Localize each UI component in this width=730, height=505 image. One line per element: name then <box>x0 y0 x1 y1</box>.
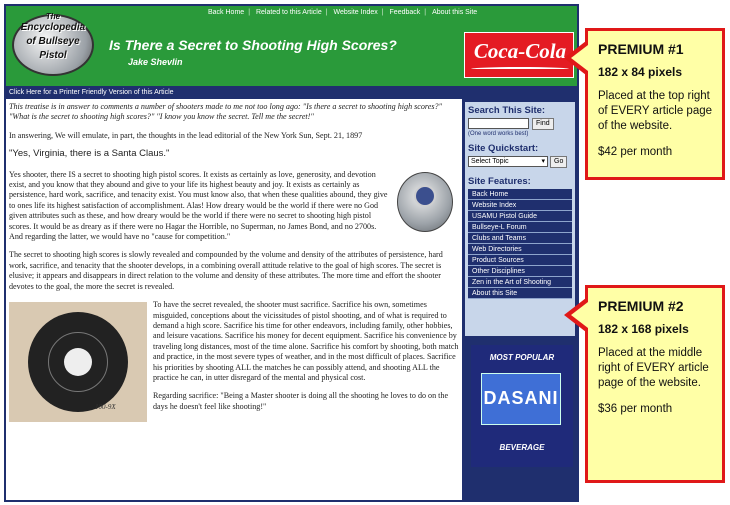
site-logo[interactable] <box>8 8 98 80</box>
features-heading: Site Features: <box>468 176 531 187</box>
callout-size: 182 x 84 pixels <box>598 65 683 79</box>
coin-image <box>397 172 453 232</box>
sidebar-panel <box>465 102 575 336</box>
premium-2-callout <box>585 285 725 483</box>
article-content <box>6 99 462 500</box>
search-input[interactable] <box>468 118 529 129</box>
callout-description: Placed at the top right of EVERY article page of the website. <box>598 90 713 132</box>
sidebar <box>463 99 577 500</box>
santa-quote: "Yes, Virginia, there is a Santa Claus." <box>9 148 170 160</box>
article-author: Jake Shevlin <box>128 57 183 67</box>
search-hint: (One word works best) <box>468 131 529 137</box>
dasani-logo <box>481 373 561 425</box>
feature-link-zen[interactable]: Zen in the Art of Shooting <box>468 277 572 288</box>
premium-1-callout <box>585 28 725 180</box>
emblem-icon <box>414 185 436 207</box>
ad-top-text: MOST POPULAR <box>489 353 555 362</box>
callout-price: $42 per month <box>598 146 673 158</box>
find-button[interactable]: Find <box>532 118 554 130</box>
bullet-hole-cluster <box>64 348 92 376</box>
dasani-ad[interactable] <box>471 345 573 467</box>
feature-link-forum[interactable]: Bullseye-L Forum <box>468 222 572 233</box>
go-button[interactable]: Go <box>550 156 567 168</box>
ad-brand-logo: Coca-Cola <box>473 39 567 63</box>
paragraph: In answering, We will emulate, in part, the thoughts in the lead editorial of the New York Sun, Sept. 21, 1897 <box>9 130 363 140</box>
nav-link-website-index[interactable]: Website Index <box>333 9 378 16</box>
callout-price: $36 per month <box>598 403 673 415</box>
feature-link-about[interactable]: About this Site <box>468 288 572 299</box>
search-heading: Search This Site: <box>468 105 546 116</box>
feature-link-usamu-guide[interactable]: USAMU Pistol Guide <box>468 211 572 222</box>
website-screenshot <box>4 4 579 502</box>
intro-paragraph: This treatise is in answer to comments a number of shooters made to me not too long ago: "Is there a secret to shooting high scores?" "What is the secret to shooting high scores?" "I know you know the secret. Tell me the secret!" <box>9 102 442 122</box>
callout-title: PREMIUM #2 <box>598 298 684 314</box>
top-navigation: Back Home | Related to this Article | Website Index | Feedback | About this Site <box>208 9 478 16</box>
topic-select[interactable]: Select Topic ▾ <box>468 156 548 167</box>
printer-friendly-link[interactable]: Click Here for a Printer Friendly Version of this Article <box>6 87 577 98</box>
feature-link-other-disciplines[interactable]: Other Disciplines <box>468 266 572 277</box>
ad-bottom-text: BEVERAGE <box>499 443 545 452</box>
paragraph: To have the secret revealed, the shooter must sacrifice. Sacrifice his own, sometimes misguided, conceptions about the vicissitudes of pistol shooting, and of what is required to demand a high score. Sacrifice his time for other endeavors, including family, other hobbies, and leisure vacations. Sacrifice his money for decent equipment. Sacrifice his convenience by traveling long distances, most of the time alone. Sacrifice his comfort by shooting, both match and practice, in the most severe types of weather, and in the most difficult of places. Sacrifice his priorities by shooting ALL the matches he can possibly attend, and shooting ALL the practice he can, in utter disregard of the mental and physical cost. <box>153 300 459 382</box>
coca-cola-ad[interactable] <box>464 32 574 78</box>
paragraph: Regarding sacrifice: "Being a Master shooter is doing all the shooting he loves to do on the days he doesn't feel like shooting!" <box>153 391 449 411</box>
features-list <box>468 189 572 299</box>
target-image <box>9 302 147 422</box>
logo-line: The <box>45 12 61 21</box>
site-header <box>6 6 577 86</box>
feature-link-website-index[interactable]: Website Index <box>468 200 572 211</box>
ribbon-icon <box>471 67 569 71</box>
callout-title: PREMIUM #1 <box>598 41 684 57</box>
feature-link-back-home[interactable]: Back Home <box>468 189 572 200</box>
target-caption: 100-9X <box>95 403 116 412</box>
feature-link-clubs[interactable]: Clubs and Teams <box>468 233 572 244</box>
nav-link-feedback[interactable]: Feedback <box>389 9 421 16</box>
paragraph: The secret to shooting high scores is slowly revealed and compounded by the volume and density of the attributes of persistence, hard work, sacrifice, and tenacity that the shooter develops, in a combining overall attitude relative to the goal of high scores. The secret is elusive; it appears and disappears in direct relation to the volume and density of these attributes. The more time and effort the shooter devotes to the goal, the more the secret is revealed. <box>9 250 443 291</box>
paragraph: Yes shooter, there IS a secret to shooting high pistol scores. It exists as certainly as love, generosity, and devotion exist, and you know that they abound and give to your life its highest beauty and joy. It exists as certainly as persistence, hard work, sacrifice, and tenacity exist. You must know also, that when these qualities abound, they give to ones life its highest satisfaction of accomplishment. Alas! How dreary would be the world if there were no God given attributes such as these, and how dreary would be the world if there were no secret to shooting high pistol scores. It would be as dreary as if there were no Hagar the Horrible, no Superman, no James Bond, and no 2700s. And regarding the latter, we would have no "cause for competition." <box>9 169 388 242</box>
feature-link-web-directories[interactable]: Web Directories <box>468 244 572 255</box>
logo-line: of Bullseye <box>26 36 80 47</box>
nav-link-back-home[interactable]: Back Home <box>208 9 245 16</box>
nav-link-about[interactable]: About this Site <box>432 9 478 16</box>
callout-size: 182 x 168 pixels <box>598 322 689 336</box>
article-title: Is There a Secret to Shooting High Scores? <box>109 37 397 53</box>
ad-brand-name: DASANI <box>483 388 559 408</box>
logo-line: Encyclopedia <box>20 22 86 33</box>
quickstart-heading: Site Quickstart: <box>468 143 539 154</box>
nav-link-related[interactable]: Related to this Article <box>255 9 322 16</box>
logo-line: Pistol <box>39 50 67 61</box>
callout-description: Placed at the middle right of EVERY article page of the website. <box>598 347 709 389</box>
feature-link-product-sources[interactable]: Product Sources <box>468 255 572 266</box>
